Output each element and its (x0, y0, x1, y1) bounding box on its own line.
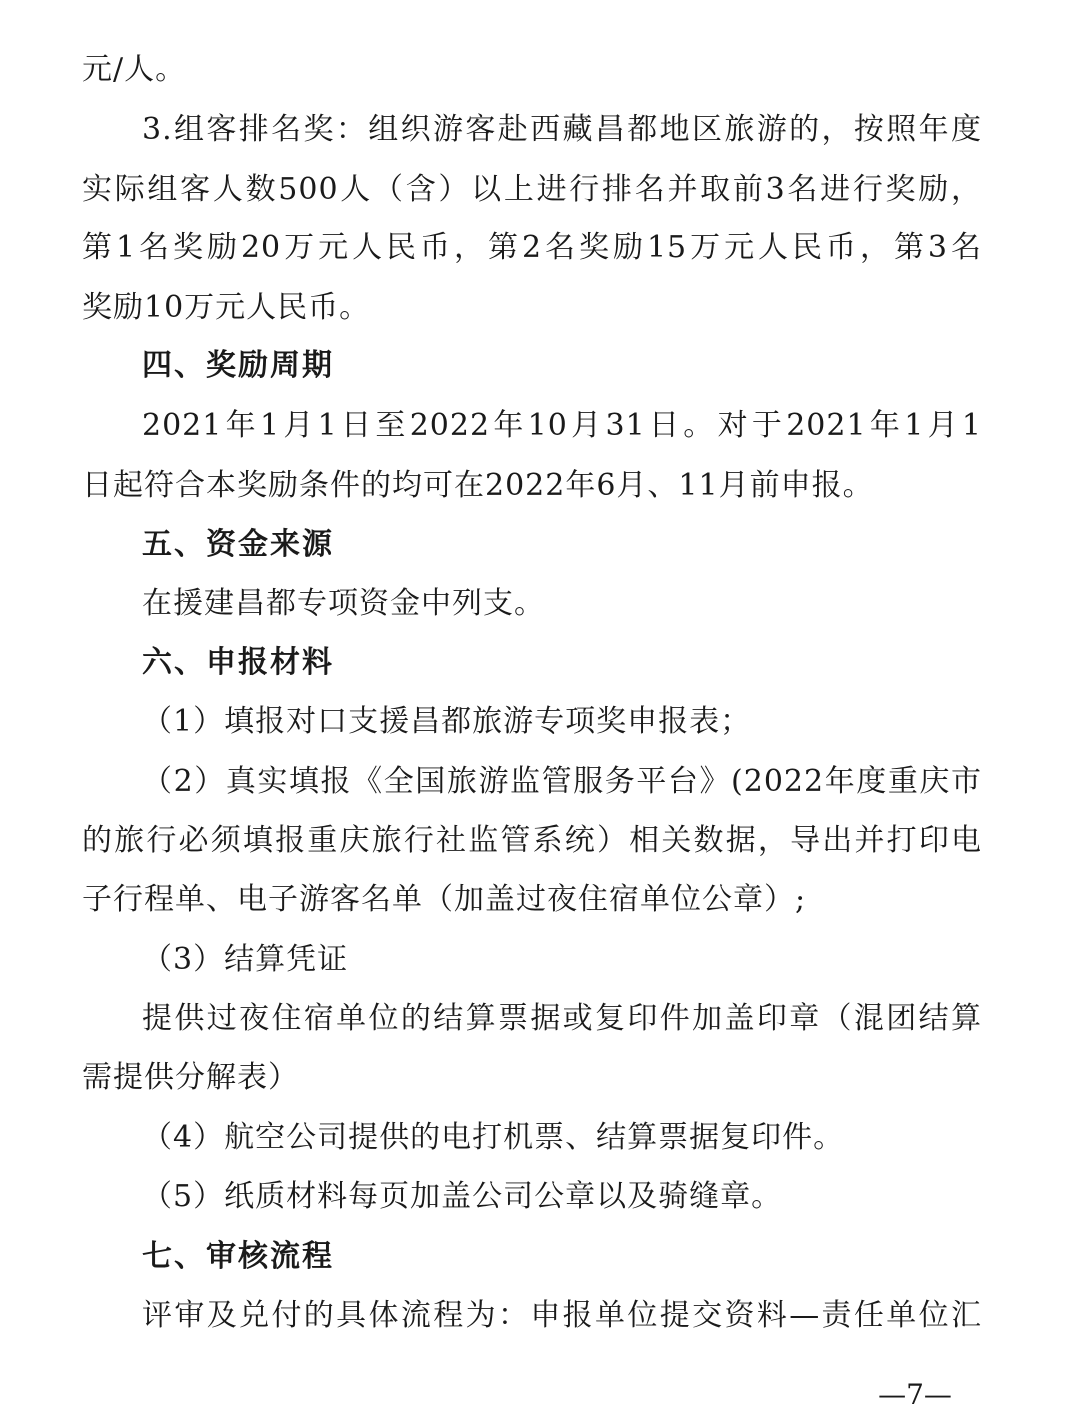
text-line: 奖励10万元人民币。 (82, 290, 371, 325)
list-item: （1）填报对口支援昌都旅游专项奖申报表； (142, 704, 752, 739)
text-line: 实际组客人数500人（含）以上进行排名并取前3名进行奖励， (82, 172, 982, 207)
text-line: 在援建昌都专项资金中列支。 (142, 586, 545, 621)
text-line: 子行程单、电子游客名单（加盖过夜住宿单位公章）; (82, 882, 807, 917)
section-heading-reward-period: 四、奖励周期 (142, 348, 334, 383)
section-heading-review-process: 七、审核流程 (142, 1239, 334, 1274)
text-line: 提供过夜住宿单位的结算票据或复印件加盖印章（混团结算 (142, 1001, 982, 1036)
list-item: （5）纸质材料每页加盖公司公章以及骑缝章。 (142, 1179, 783, 1214)
text-line: 的旅行必须填报重庆旅行社监管系统）相关数据，导出并打印电 (82, 823, 982, 858)
text-line: 第1名奖励20万元人民币，第2名奖励15万元人民币，第3名 (82, 230, 982, 265)
list-item: （3）结算凭证 (142, 942, 349, 977)
text-line: 需提供分解表） (82, 1060, 299, 1095)
page-number: —7— (878, 1378, 952, 1411)
section-heading-materials: 六、申报材料 (142, 645, 334, 680)
text-line-continuation: 元/人。 (82, 52, 187, 87)
list-item: （4）航空公司提供的电打机票、结算票据复印件。 (142, 1120, 845, 1155)
section-heading-fund-source: 五、资金来源 (142, 527, 334, 562)
text-line: 2021年1月1日至2022年10月31日。对于2021年1月1 (142, 408, 982, 443)
text-line: 日起符合本奖励条件的均可在2022年6月、11月前申报。 (82, 468, 874, 503)
text-line-item-3: 3.组客排名奖：组织游客赴西藏昌都地区旅游的，按照年度 (142, 112, 982, 147)
list-item: （2）真实填报《全国旅游监管服务平台》(2022年度重庆市 (142, 764, 982, 799)
text-line: 评审及兑付的具体流程为：申报单位提交资料—责任单位汇 (142, 1298, 982, 1333)
